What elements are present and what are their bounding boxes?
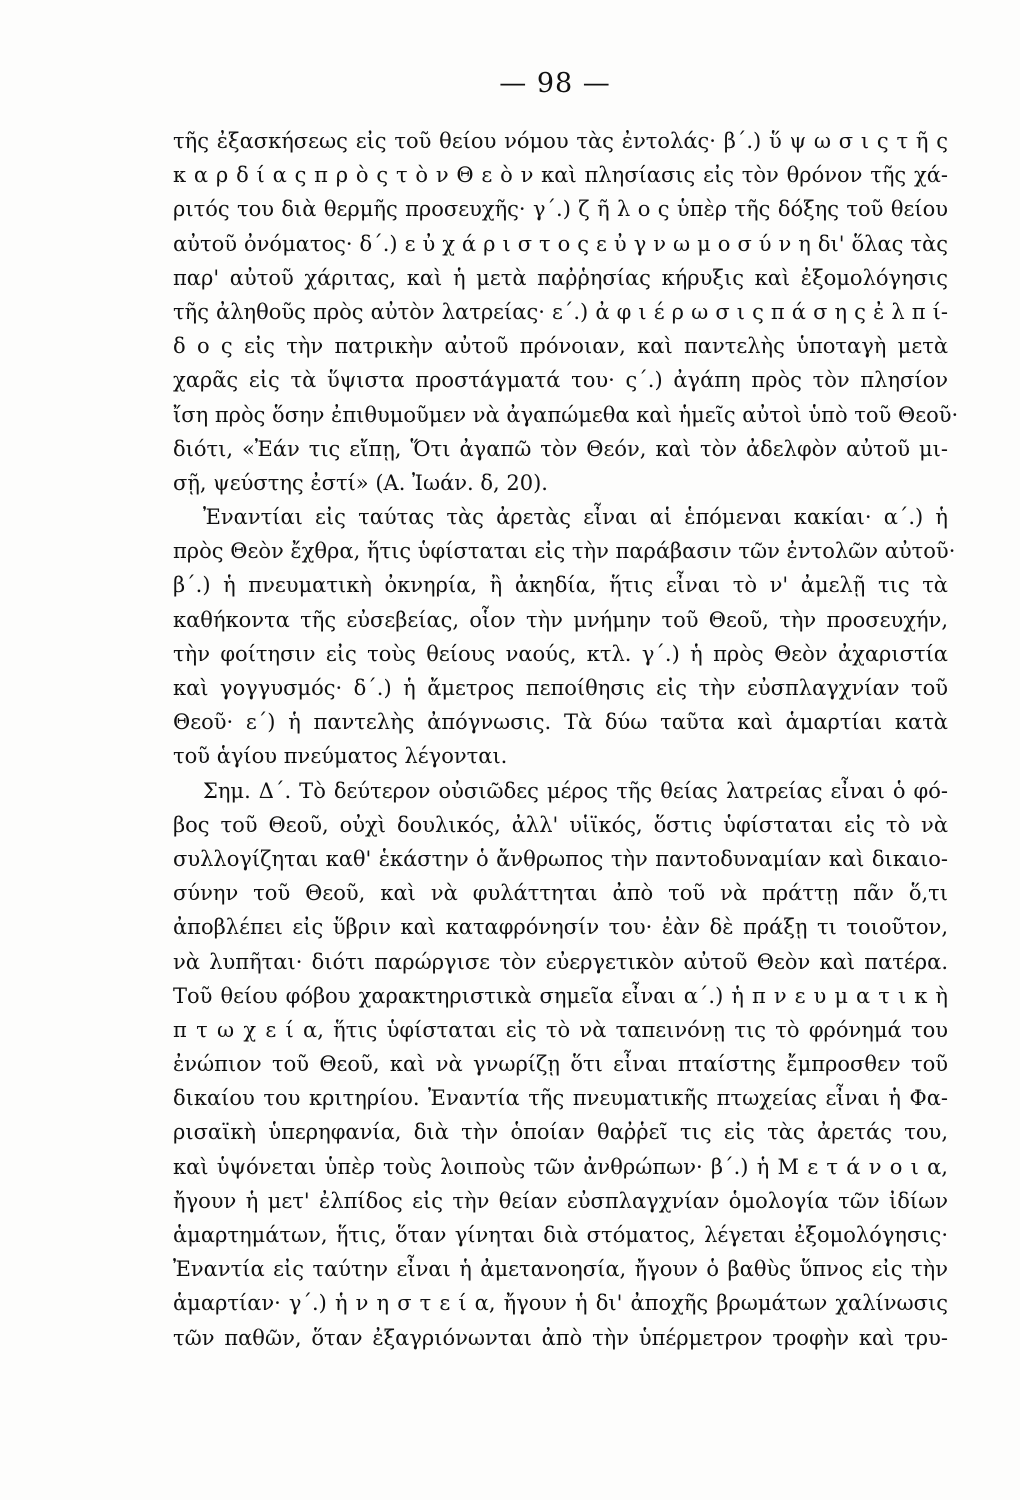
text-line: ἁμαρτημάτων, ἥτις, ὅταν γίνηται διὰ στόματος, λέγεται ἐξομολόγησις· [173, 1223, 948, 1247]
body-text [173, 124, 959, 1355]
text-line: χαρᾶς εἰς τὰ ὕψιστα προστάγματά του· ς΄.) ἀγάπη πρὸς τὸν πλησίον [173, 368, 948, 393]
text-line: Ἐναντία εἰς ταύτην εἶναι ἡ ἀμετανοησία, ἤγουν ὁ βαθὺς ὕπνος εἰς τὴν [173, 1257, 948, 1282]
text-line: σῇ, ψεύστης ἐστί» (Α. Ἰωάν. δ, 20). [173, 470, 548, 495]
text-line: τοῦ ἁγίου πνεύματος λέγονται. [173, 744, 508, 769]
text-line: ἐνώπιον τοῦ Θεοῦ, καὶ νὰ γνωρίζῃ ὅτι εἶναι πταίστης ἔμπροσθεν τοῦ [173, 1052, 948, 1077]
text-line: συλλογίζηται καθ' ἑκάστην ὁ ἄνθρωπος τὴν παντοδυναμίαν καὶ δικαιο- [173, 846, 948, 871]
text-line: β΄.) ἡ πνευματικὴ ὀκνηρία, ἢ ἀκηδία, ἥτις εἶναι τὸ ν' ἀμελῇ τις τὰ [173, 573, 948, 598]
text-line: νὰ λυπῆται· διότι παρώργισε τὸν εὐεργετικὸν αὐτοῦ Θεὸν καὶ πατέρα. [173, 949, 948, 974]
text-line: αὐτοῦ ὀνόματος· δ΄.) ε ὐ χ ά ρ ι σ τ ο ς ε ὐ γ ν ω μ ο σ ύ ν η δι' ὅλας τὰς [173, 231, 948, 256]
text-line: Τοῦ θείου φόβου χαρακτηριστικὰ σημεῖα εἶναι α΄.) ἡ π ν ε υ μ α τ ι κ ὴ [173, 983, 948, 1008]
text-line: καὶ ὑψόνεται ὑπὲρ τοὺς λοιποὺς τῶν ἀνθρώπων· β΄.) ἡ Μ ε τ ά ν ο ι α, [173, 1154, 948, 1179]
text-line: καὶ γογγυσμός· δ΄.) ἡ ἄμετρος πεποίθησις εἰς τὴν εὐσπλαγχνίαν τοῦ [173, 676, 948, 700]
text-line: δικαίου του κριτηρίου. Ἐναντία τῆς πνευματικῆς πτωχείας εἶναι ἡ Φα- [173, 1086, 948, 1111]
page-number: — 98 — [499, 68, 611, 99]
text-line: ἁμαρτίαν· γ΄.) ἡ ν η σ τ ε ί α, ἤγουν ἡ δι' ἀποχῆς βρωμάτων χαλίνωσις [173, 1291, 948, 1316]
text-line: διότι, «Ἐάν τις εἴπῃ, Ὅτι ἀγαπῶ τὸν Θεόν, καὶ τὸν ἀδελφὸν αὐτοῦ μι- [173, 436, 948, 461]
text-line: σύνην τοῦ Θεοῦ, καὶ νὰ φυλάττηται ἀπὸ τοῦ νὰ πράττῃ πᾶν ὅ,τι [173, 881, 948, 906]
text-line: πρὸς Θεὸν ἔχθρα, ἥτις ὑφίσταται εἰς τὴν παράβασιν τῶν ἐντολῶν αὐτοῦ· [173, 539, 956, 564]
text-line: δ ο ς εἰς τὴν πατρικὴν αὐτοῦ πρόνοιαν, καὶ παντελὴς ὑποταγὴ μετὰ [173, 334, 948, 359]
paragraph-start: Ἐναντίαι εἰς ταύτας τὰς ἀρετὰς εἶναι αἱ ἑπόμεναι κακίαι· α΄.) ἡ [203, 505, 948, 530]
text-line: π τ ω χ ε ί α, ἥτις ὑφίσταται εἰς τὸ νὰ ταπεινόνῃ τις τὸ φρόνημά του [173, 1017, 948, 1042]
text-line: κ α ρ δ ί α ς π ρ ὸ ς τ ὸ ν Θ ε ὸ ν καὶ πλησίασις εἰς τὸν θρόνον τῆς χά- [173, 163, 948, 188]
text-line: τῆς ἐξασκήσεως εἰς τοῦ θείου νόμου τὰς ἐντολάς· β΄.) ὕ ψ ω σ ι ς τ ῆ ς [173, 129, 948, 153]
text-line: παρ' αὐτοῦ χάριτας, καὶ ἡ μετὰ παῤῥησίας κήρυξις καὶ ἐξομολόγησις [173, 265, 948, 290]
text-line: καθήκοντα τῆς εὐσεβείας, οἷον τὴν μνήμην τοῦ Θεοῦ, τὴν προσευχήν, [173, 607, 948, 632]
text-line: τῶν παθῶν, ὅταν ἐξαγριόνωνται ἀπὸ τὴν ὑπέρμετρον τροφὴν καὶ τρυ- [173, 1325, 948, 1350]
text-line: βος τοῦ Θεοῦ, οὐχὶ δουλικός, ἀλλ' υἱϊκός, ὅστις ὑφίσταται εἰς τὸ νὰ [173, 812, 948, 837]
text-line: ἴση πρὸς ὅσην ἐπιθυμοῦμεν νὰ ἀγαπώμεθα καὶ ἡμεῖς αὐτοὶ ὑπὸ τοῦ Θεοῦ· [173, 402, 959, 427]
text-line: ἀποβλέπει εἰς ὕβριν καὶ καταφρόνησίν του· ἐὰν δὲ πράξῃ τι τοιοῦτον, [173, 915, 948, 940]
text-line: ἤγουν ἡ μετ' ἐλπίδος εἰς τὴν θείαν εὐσπλαγχνίαν ὁμολογία τῶν ἰδίων [173, 1188, 948, 1213]
note-heading-line: Σημ. Δ΄. Τὸ δεύτερον οὐσιῶδες μέρος τῆς θείας λατρείας εἶναι ὁ φό- [203, 778, 948, 803]
text-line: ρισαϊκὴ ὑπερηφανία, διὰ τὴν ὁποίαν θαῤῥεῖ τις εἰς τὰς ἀρετάς του, [173, 1120, 948, 1145]
text-line: Θεοῦ· ε΄) ἡ παντελὴς ἀπόγνωσις. Τὰ δύω ταῦτα καὶ ἁμαρτίαι κατὰ [173, 710, 948, 735]
text-line: τὴν φοίτησιν εἰς τοὺς θείους ναούς, κτλ. γ΄.) ἡ πρὸς Θεὸν ἀχαριστία [173, 641, 948, 666]
text-line: τῆς ἀληθοῦς πρὸς αὐτὸν λατρείας· ε΄.) ἀ φ ι έ ρ ω σ ι ς π ά σ η ς ἐ λ π ί- [173, 299, 948, 324]
text-line: ριτός του διὰ θερμῆς προσευχῆς· γ΄.) ζ ῆ λ ο ς ὑπὲρ τῆς δόξης τοῦ θείου [173, 197, 948, 222]
